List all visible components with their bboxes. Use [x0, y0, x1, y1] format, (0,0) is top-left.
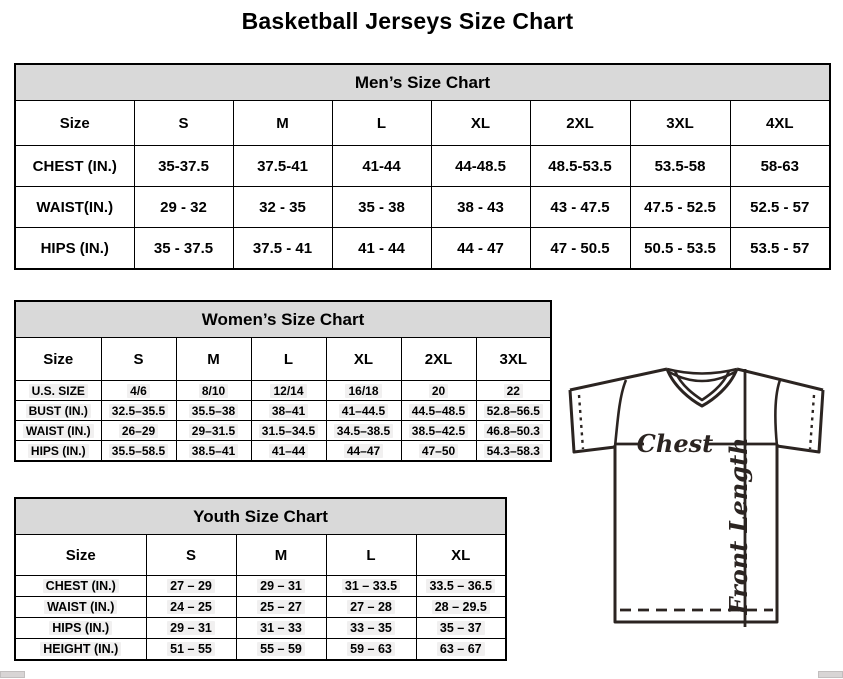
value-cell: 44-48.5 — [431, 146, 530, 187]
value: 47–50 — [419, 444, 458, 458]
womens-waist-row — [15, 421, 551, 441]
mens-hips-row — [15, 228, 830, 270]
youth-size-table — [14, 497, 507, 661]
value: 35.5–38 — [189, 404, 238, 418]
value-cell: 35-37.5 — [134, 146, 233, 187]
page-title: Basketball Jerseys Size Chart — [241, 8, 574, 34]
row-label: WAIST (IN.) — [23, 424, 94, 438]
value-cell — [101, 421, 176, 441]
value: 41–44 — [269, 444, 308, 458]
womens-header-row — [15, 338, 551, 381]
value: 54.3–58.3 — [484, 444, 543, 458]
value-cell — [416, 576, 506, 597]
row-label: CHEST (IN.) — [43, 579, 119, 593]
value: 51 – 55 — [167, 642, 215, 656]
value-cell — [326, 441, 401, 462]
value: 44.5–48.5 — [409, 404, 468, 418]
value: 24 – 25 — [167, 600, 215, 614]
header-cell: 2XL — [530, 101, 630, 146]
value: 55 – 59 — [257, 642, 305, 656]
value-cell: 47.5 - 52.5 — [630, 187, 730, 228]
hscrollbar-right-nub[interactable] — [818, 671, 843, 678]
header-cell: S — [134, 101, 233, 146]
value-cell — [146, 618, 236, 639]
value: 38.5–42.5 — [409, 424, 468, 438]
hscrollbar-left-nub[interactable] — [0, 671, 25, 678]
value: 38–41 — [269, 404, 308, 418]
youth-header-row — [15, 535, 506, 576]
header-cell: 3XL — [630, 101, 730, 146]
row-label: HIPS (IN.) — [49, 621, 112, 635]
value: 33 – 35 — [347, 621, 395, 635]
header-cell: L — [332, 101, 431, 146]
row-label-cell — [15, 421, 101, 441]
value-cell — [176, 421, 251, 441]
value-cell — [326, 421, 401, 441]
row-label-cell: HIPS (IN.) — [15, 228, 134, 270]
header-cell: Size — [15, 338, 101, 381]
value: 59 – 63 — [347, 642, 395, 656]
mens-waist-row — [15, 187, 830, 228]
row-label-cell: CHEST (IN.) — [15, 146, 134, 187]
youth-hips-row — [15, 618, 506, 639]
row-label: BUST (IN.) — [26, 404, 91, 418]
value-cell — [236, 576, 326, 597]
row-label-cell — [15, 639, 146, 661]
value-cell: 35 - 37.5 — [134, 228, 233, 270]
value: 22 — [504, 384, 523, 398]
value-cell — [326, 597, 416, 618]
value: 38.5–41 — [189, 444, 238, 458]
value-cell — [326, 381, 401, 401]
value-cell — [401, 421, 476, 441]
row-label: HIPS (IN.) — [28, 444, 89, 458]
value-cell — [101, 441, 176, 462]
value-cell — [326, 618, 416, 639]
value-cell: 37.5 - 41 — [233, 228, 332, 270]
value-cell — [146, 639, 236, 661]
value: 31.5–34.5 — [259, 424, 318, 438]
value: 8/10 — [199, 384, 228, 398]
value-cell — [326, 401, 401, 421]
value: 20 — [429, 384, 448, 398]
header-cell: Size — [15, 535, 146, 576]
value-cell: 47 - 50.5 — [530, 228, 630, 270]
value-cell: 43 - 47.5 — [530, 187, 630, 228]
value: 4/6 — [127, 384, 150, 398]
value-cell: 32 - 35 — [233, 187, 332, 228]
value: 46.8–50.3 — [484, 424, 543, 438]
row-label-cell — [15, 381, 101, 401]
value-cell — [476, 381, 551, 401]
value-cell: 52.5 - 57 — [730, 187, 830, 228]
womens-hips-row — [15, 441, 551, 462]
value: 29–31.5 — [189, 424, 238, 438]
value-cell — [401, 381, 476, 401]
row-label-cell — [15, 576, 146, 597]
row-label-cell — [15, 618, 146, 639]
row-label: U.S. SIZE — [29, 384, 88, 398]
value: 34.5–38.5 — [334, 424, 393, 438]
value: 35.5–58.5 — [109, 444, 168, 458]
value-cell: 53.5-58 — [630, 146, 730, 187]
value: 32.5–35.5 — [109, 404, 168, 418]
header-cell: M — [233, 101, 332, 146]
value-cell — [101, 401, 176, 421]
header-cell: Size — [15, 101, 134, 146]
youth-waist-row — [15, 597, 506, 618]
value-cell: 35 - 38 — [332, 187, 431, 228]
value: 12/14 — [270, 384, 306, 398]
value: 29 – 31 — [257, 579, 305, 593]
value-cell — [476, 401, 551, 421]
chest-measurement-label: Chest — [636, 429, 714, 458]
value-cell — [236, 618, 326, 639]
value-cell — [176, 401, 251, 421]
womens-ussize-row — [15, 381, 551, 401]
mens-chest-row — [15, 146, 830, 187]
value: 41–44.5 — [339, 404, 388, 418]
value-cell — [416, 618, 506, 639]
header-cell: XL — [431, 101, 530, 146]
womens-table-title: Women’s Size Chart — [15, 301, 551, 338]
value-cell: 58-63 — [730, 146, 830, 187]
header-cell: M — [236, 535, 326, 576]
mens-table-title: Men’s Size Chart — [15, 64, 830, 101]
row-label: HEIGHT (IN.) — [40, 642, 121, 656]
value-cell: 50.5 - 53.5 — [630, 228, 730, 270]
value-cell — [401, 441, 476, 462]
header-cell: L — [326, 535, 416, 576]
header-cell: L — [251, 338, 326, 381]
row-label-cell — [15, 441, 101, 462]
value: 27 – 28 — [347, 600, 395, 614]
value-cell: 53.5 - 57 — [730, 228, 830, 270]
value-cell — [236, 597, 326, 618]
value-cell: 38 - 43 — [431, 187, 530, 228]
header-cell: M — [176, 338, 251, 381]
value-cell — [176, 441, 251, 462]
womens-size-table — [14, 300, 552, 462]
value: 31 – 33 — [257, 621, 305, 635]
value: 16/18 — [345, 384, 381, 398]
value: 28 – 29.5 — [432, 600, 490, 614]
value: 31 – 33.5 — [342, 579, 400, 593]
value: 35 – 37 — [437, 621, 485, 635]
front-length-measurement-label: Front Length — [724, 437, 753, 615]
value-cell — [251, 441, 326, 462]
value-cell — [326, 576, 416, 597]
header-cell: XL — [326, 338, 401, 381]
row-label-cell — [15, 597, 146, 618]
value-cell — [416, 639, 506, 661]
header-cell: 3XL — [476, 338, 551, 381]
value: 27 – 29 — [167, 579, 215, 593]
header-cell: 4XL — [730, 101, 830, 146]
header-cell: S — [101, 338, 176, 381]
row-label-cell: WAIST(IN.) — [15, 187, 134, 228]
jersey-diagram-drawing — [556, 360, 840, 636]
row-label-cell — [15, 401, 101, 421]
youth-table-title: Youth Size Chart — [15, 498, 506, 535]
value-cell: 48.5-53.5 — [530, 146, 630, 187]
value-cell — [476, 441, 551, 462]
value-cell — [251, 421, 326, 441]
value: 52.8–56.5 — [484, 404, 543, 418]
value-cell: 41-44 — [332, 146, 431, 187]
mens-size-table — [14, 63, 831, 270]
value-cell — [101, 381, 176, 401]
mens-header-row — [15, 101, 830, 146]
youth-chest-row — [15, 576, 506, 597]
header-cell: XL — [416, 535, 506, 576]
value-cell — [236, 639, 326, 661]
value: 63 – 67 — [437, 642, 485, 656]
value-cell — [146, 597, 236, 618]
value-cell — [401, 401, 476, 421]
value-cell — [176, 381, 251, 401]
value-cell — [251, 381, 326, 401]
womens-bust-row — [15, 401, 551, 421]
value-cell: 37.5-41 — [233, 146, 332, 187]
value: 26–29 — [119, 424, 158, 438]
value-cell — [326, 639, 416, 661]
value: 33.5 – 36.5 — [426, 579, 495, 593]
row-label: WAIST (IN.) — [44, 600, 117, 614]
value-cell — [146, 576, 236, 597]
value-cell: 29 - 32 — [134, 187, 233, 228]
value-cell — [476, 421, 551, 441]
value: 25 – 27 — [257, 600, 305, 614]
value-cell — [251, 401, 326, 421]
value-cell: 44 - 47 — [431, 228, 530, 270]
value-cell — [416, 597, 506, 618]
jersey-measurement-diagram — [556, 360, 840, 636]
value: 44–47 — [344, 444, 383, 458]
youth-height-row — [15, 639, 506, 661]
header-cell: 2XL — [401, 338, 476, 381]
header-cell: S — [146, 535, 236, 576]
value-cell: 41 - 44 — [332, 228, 431, 270]
value: 29 – 31 — [167, 621, 215, 635]
